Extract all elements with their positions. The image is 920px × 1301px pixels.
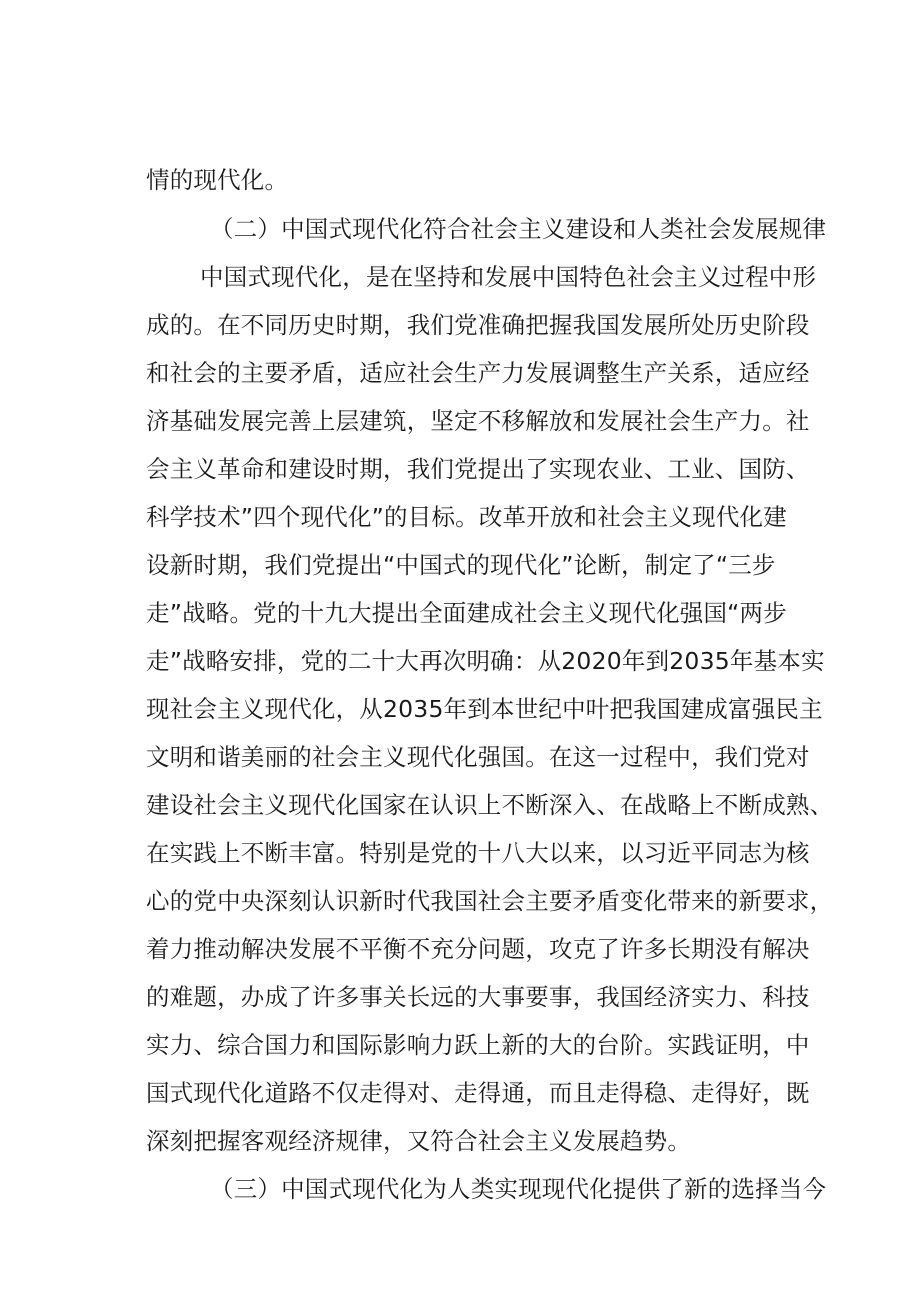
text-line-15: 在实践上不断丰富。特别是党的十八大以来，以习近平同志为核	[146, 839, 810, 867]
text-line-21: 深刻把握客观经济规律，又符合社会主义发展趋势。	[146, 1127, 692, 1155]
text-line-19: 实力、综合国力和国际影响力跃上新的大的台阶。实践证明，中	[146, 1031, 810, 1059]
text-line-3: 中国式现代化，是在坚持和发展中国特色社会主义过程中形	[200, 263, 817, 291]
text-line-6: 济基础发展完善上层建筑，坚定不移解放和发展社会生产力。社	[146, 407, 810, 435]
text-line-11: 走”战略安排，党的二十大再次明确：从2020年到2035年基本实	[146, 647, 825, 675]
text-line-1: 情的现代化。	[146, 166, 289, 194]
text-line-18: 的难题，办成了许多事关长远的大事要事，我国经济实力、科技	[146, 983, 810, 1011]
text-line-7: 会主义革命和建设时期，我们党提出了实现农业、工业、国防、	[146, 455, 810, 483]
text-line-9: 设新时期，我们党提出“中国式的现代化”论断，制定了“三步	[146, 551, 776, 579]
text-line-5: 和社会的主要矛盾，适应社会生产力发展调整生产关系，适应经	[146, 359, 810, 387]
section-heading-3: （三）中国式现代化为人类实现现代化提供了新的选择当今	[210, 1175, 827, 1203]
text-line-12: 现社会主义现代化，从2035年到本世纪中叶把我国建成富强民主	[146, 695, 823, 723]
text-line-17: 着力推动解决发展不平衡不充分问题，攻克了许多长期没有解决	[146, 935, 810, 963]
text-line-13: 文明和谐美丽的社会主义现代化强国。在这一过程中，我们党对	[146, 743, 810, 771]
section-heading-2: （二）中国式现代化符合社会主义建设和人类社会发展规律	[210, 215, 827, 243]
text-line-8: 科学技术”四个现代化”的目标。改革开放和社会主义现代化建	[146, 503, 787, 531]
text-line-16: 心的党中央深刻认识新时代我国社会主要矛盾变化带来的新要求，	[146, 887, 834, 915]
text-line-10: 走”战略。党的十九大提出全面建成社会主义现代化强国“两步	[146, 599, 787, 627]
text-line-4: 成的。在不同历史时期，我们党准确把握我国发展所处历史阶段	[146, 311, 810, 339]
text-line-14: 建设社会主义现代化国家在认识上不断深入、在战略上不断成熟、	[146, 791, 834, 819]
text-line-20: 国式现代化道路不仅走得对、走得通，而且走得稳、走得好，既	[146, 1079, 810, 1107]
